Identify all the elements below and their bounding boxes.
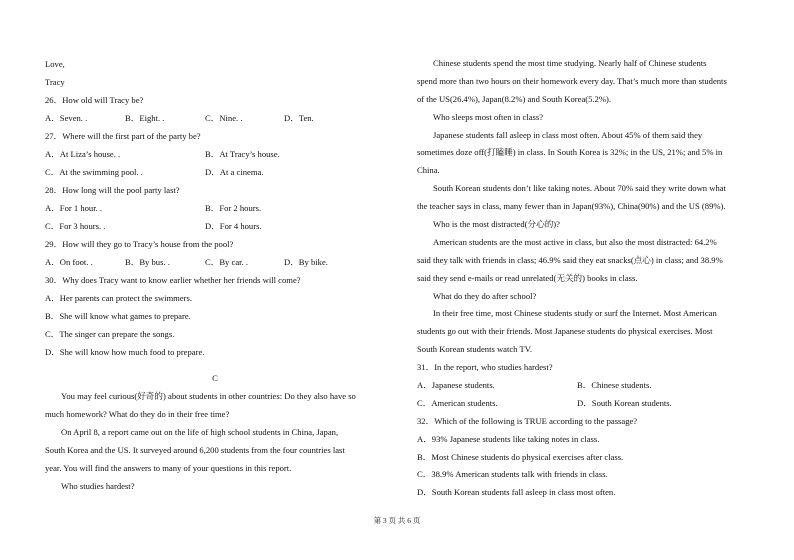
option-b[interactable]: B．Chinese students. [577, 380, 652, 391]
option-b[interactable]: B．She will know what games to prepare. [45, 311, 191, 321]
option-c[interactable]: C．American students. [417, 397, 498, 408]
option-a[interactable]: A．Seven. . [45, 113, 88, 123]
question-26-stem: 26．How old will Tracy be? [45, 95, 144, 105]
question-27-options-cd [45, 163, 385, 181]
question-28-stem: 28．How long will the pool party last? [45, 185, 180, 195]
passage-line: the teacher says in class, many fewer than in Japan(93%), China(90%) and the US (89%). [417, 201, 726, 212]
passage-subheading: Who studies hardest? [61, 481, 135, 491]
question-29-options [45, 253, 385, 271]
passage-subheading: Who sleeps most often in class? [433, 111, 544, 122]
option-a[interactable]: A．Japanese students. [417, 380, 495, 391]
left-column [45, 55, 385, 495]
question-26-options [45, 109, 385, 127]
option-d[interactable]: D．Ten. [284, 113, 314, 123]
passage-line: American students are the most active in class, but also the most distracted: 64.2% [433, 236, 717, 247]
option-a[interactable]: A．On foot. . [45, 257, 93, 267]
question-28-options-ab [45, 199, 385, 217]
option-c[interactable]: C．At the swimming pool. . [45, 167, 143, 177]
question-30-stem: 30．Why does Tracy want to know earlier whether her friends will come? [45, 275, 301, 285]
option-c[interactable]: C．By car. . [205, 257, 248, 267]
question-31-stem: 31．In the report, who studies hardest? [417, 362, 553, 373]
option-b[interactable]: B．Eight. . [125, 113, 165, 123]
passage-subheading: What do they do after school? [433, 290, 537, 301]
passage-line: South Korea and the US. It surveyed around 6,200 students from the four countries last [45, 445, 345, 455]
question-27-stem: 27．Where will the first part of the party be? [45, 131, 201, 141]
question-29-stem: 29．How will they go to Tracy’s house from the pool? [45, 239, 234, 249]
question-31-options-ab [417, 377, 759, 395]
passage-line: students go out with their friends. Most Japanese students do physical exercises. Most [417, 326, 713, 337]
passage-line: China. [417, 165, 440, 176]
passage-line: said they talk with friends in class; 46.9% said they eat snacks(点心) in class; and 38.9% [417, 254, 723, 265]
passage-line: Chinese students spend the most time studying. Nearly half of Chinese students [433, 58, 707, 68]
question-28-options-cd [45, 217, 385, 235]
question-32-stem: 32．Which of the following is TRUE according to the passage? [417, 415, 638, 426]
option-b[interactable]: B．Most Chinese students do physical exercises after class. [417, 451, 624, 462]
right-column [417, 55, 759, 502]
letter-closing: Love, [45, 59, 65, 69]
option-d[interactable]: D．She will know how much food to prepare. [45, 347, 205, 357]
page-footer: 第 3 页 共 6 页 [373, 516, 421, 525]
option-a[interactable]: A．Her parents can protect the swimmers. [45, 293, 193, 303]
passage-line: On April 8, a report came out on the life of high school students in China, Japan, [61, 427, 339, 437]
passage-line: spend more than two hours on their homework every day. That’s much more than students [417, 75, 727, 86]
passage-subheading: Who is the most distracted(分心的)? [433, 219, 560, 230]
passage-line: South Korean students don’t like taking notes. About 70% said they write down what [433, 183, 726, 194]
option-c[interactable]: C．Nine. . [205, 113, 243, 123]
question-31-options-cd [417, 395, 759, 413]
question-27-options-ab [45, 145, 385, 163]
option-d[interactable]: D．South Korean students fall asleep in class most often. [417, 487, 616, 498]
option-d[interactable]: D．At a cinema. [205, 167, 264, 177]
passage-line: sometimes doze off(打瞌睡) in class. In South Korea is 32%; in the US, 21%; and 5% in [417, 147, 723, 158]
option-b[interactable]: B．For 2 hours. [205, 203, 262, 213]
passage-line: You may feel curious(好奇的) about students in other countries: Do they also have so [61, 391, 356, 401]
passage-line: In their free time, most Chinese students study or surf the Internet. Most American [433, 308, 717, 319]
option-a[interactable]: A．For 1 hour. . [45, 203, 103, 213]
option-d[interactable]: D．South Korean students. [577, 397, 672, 408]
passage-line: year. You will find the answers to many of your questions in this report. [45, 463, 292, 473]
passage-line: said they send e-mails or read unrelated(无关的) books in class. [417, 272, 638, 283]
option-c[interactable]: C．The singer can prepare the songs. [45, 329, 175, 339]
option-b[interactable]: B．At Tracy’s house. [205, 149, 280, 159]
passage-line: Japanese students fall asleep in class most often. About 45% of them said they [433, 129, 703, 140]
option-c[interactable]: C．38.9% American students talk with friends in class. [417, 469, 608, 480]
passage-line: of the US(26.4%), Japan(8.2%) and South Korea(5.2%). [417, 93, 612, 104]
option-b[interactable]: B．By bus. . [125, 257, 170, 267]
option-c[interactable]: C．For 3 hours. . [45, 221, 106, 231]
passage-line: South Korean students watch TV. [417, 344, 532, 355]
spacer [45, 361, 385, 369]
option-a[interactable]: A．At Liza’s house. . [45, 149, 121, 159]
letter-signature: Tracy [45, 77, 65, 87]
passage-line: much homework? What do they do in their free time? [45, 409, 230, 419]
option-d[interactable]: D．For 4 hours. [205, 221, 262, 231]
option-a[interactable]: A．93% Japanese students like taking notes in class. [417, 433, 600, 444]
option-d[interactable]: D．By bike. [284, 257, 328, 267]
section-heading: C [212, 373, 218, 383]
